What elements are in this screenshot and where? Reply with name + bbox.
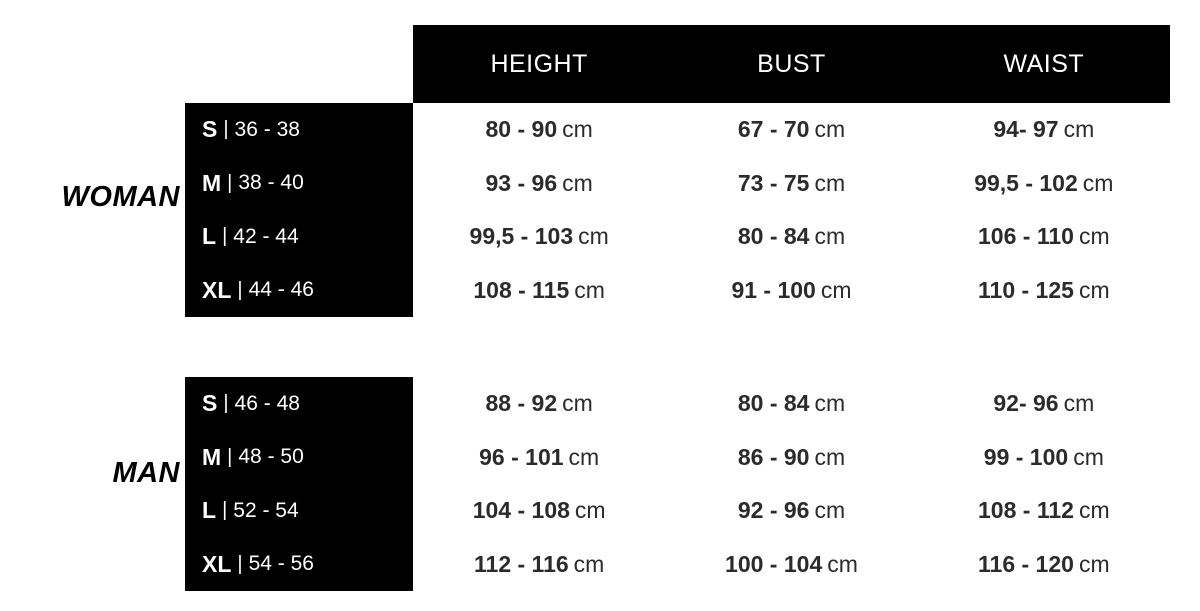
- size-separator: |: [223, 118, 229, 141]
- value: 80 - 84: [737, 223, 810, 250]
- cell-waist: [918, 116, 1170, 143]
- table-row: [413, 377, 1170, 431]
- size-row: [185, 377, 413, 431]
- table-row: [413, 538, 1170, 592]
- column-header-bust: BUST: [757, 49, 826, 78]
- size-range: 46 - 48: [234, 391, 300, 415]
- value: 99,5 - 103: [469, 223, 574, 250]
- size-row: [185, 103, 413, 157]
- value: 108 - 115: [473, 276, 570, 303]
- table-row: [413, 264, 1170, 318]
- size-code: M: [202, 169, 222, 196]
- size-row: [185, 210, 413, 264]
- unit: cm: [568, 443, 600, 470]
- unit: cm: [827, 550, 858, 577]
- unit: cm: [562, 169, 593, 196]
- value: 93 - 96: [485, 169, 558, 196]
- size-row: [185, 264, 413, 318]
- cell-bust: [665, 390, 917, 417]
- cell-waist: [918, 551, 1170, 578]
- unit: cm: [814, 223, 846, 250]
- unit: cm: [562, 116, 593, 143]
- value: 91 - 100: [731, 276, 816, 303]
- unit: cm: [1082, 169, 1114, 196]
- table-header-row: [413, 25, 1170, 103]
- unit: cm: [814, 169, 846, 196]
- value: 116 - 120: [978, 550, 1074, 577]
- size-separator: |: [223, 392, 229, 415]
- size-code: M: [202, 443, 222, 470]
- size-block-man: [185, 377, 413, 591]
- size-row: [185, 157, 413, 211]
- size-separator: |: [222, 225, 228, 248]
- cell-height: [413, 444, 665, 471]
- cell-waist: [918, 223, 1170, 250]
- unit: cm: [578, 223, 609, 250]
- cell-height: [413, 116, 665, 143]
- size-code: XL: [202, 276, 232, 303]
- value: 86 - 90: [737, 443, 810, 470]
- cell-waist: [918, 390, 1170, 417]
- table-row: [413, 210, 1170, 264]
- cell-waist: [918, 277, 1170, 304]
- unit: cm: [1078, 550, 1110, 577]
- size-range: 44 - 46: [248, 278, 314, 302]
- size-range: 38 - 40: [238, 171, 304, 195]
- cell-bust: [665, 497, 917, 524]
- unit: cm: [814, 443, 846, 470]
- cell-height: [413, 223, 665, 250]
- value: 80 - 84: [737, 390, 810, 417]
- size-separator: |: [227, 445, 233, 468]
- unit: cm: [814, 116, 846, 143]
- value: 67 - 70: [737, 116, 810, 143]
- size-separator: |: [237, 278, 243, 301]
- unit: cm: [1063, 116, 1095, 143]
- value: 80 - 90: [485, 116, 558, 143]
- cell-height: [413, 390, 665, 417]
- unit: cm: [1063, 390, 1095, 417]
- size-code: XL: [202, 550, 232, 577]
- size-row: [185, 484, 413, 538]
- size-code: L: [202, 497, 217, 524]
- table-header-band: [413, 25, 1170, 103]
- table-row: [413, 157, 1170, 211]
- cell-bust: [665, 116, 917, 143]
- cell-height: [413, 497, 665, 524]
- cell-bust: [665, 444, 917, 471]
- size-separator: |: [222, 499, 228, 522]
- column-header-height: HEIGHT: [490, 49, 588, 78]
- group-label-man: MAN: [112, 457, 180, 489]
- value: 106 - 110: [978, 223, 1074, 250]
- value: 99,5 - 102: [974, 169, 1078, 196]
- unit: cm: [814, 390, 846, 417]
- value: 96 - 101: [479, 443, 564, 470]
- cell-bust: [665, 170, 917, 197]
- cell-bust: [665, 551, 917, 578]
- cell-height: [413, 170, 665, 197]
- group-label-woman: WOMAN: [61, 181, 180, 213]
- size-range: 36 - 38: [234, 117, 300, 141]
- size-range: 48 - 50: [238, 445, 304, 469]
- size-row: [185, 538, 413, 592]
- size-block-woman: [185, 103, 413, 317]
- size-separator: |: [237, 552, 243, 575]
- table-row: [413, 484, 1170, 538]
- value: 92- 96: [993, 390, 1059, 417]
- size-range: 54 - 56: [248, 552, 314, 576]
- cell-waist: [918, 170, 1170, 197]
- unit: cm: [573, 550, 605, 577]
- unit: cm: [1078, 223, 1110, 250]
- value: 112 - 116: [474, 550, 569, 577]
- cell-bust: [665, 223, 917, 250]
- unit: cm: [574, 276, 605, 303]
- value: 92 - 96: [737, 497, 810, 524]
- value: 104 - 108: [472, 497, 570, 524]
- unit: cm: [1078, 497, 1110, 524]
- unit: cm: [562, 390, 593, 417]
- table-row: [413, 103, 1170, 157]
- value: 110 - 125: [978, 276, 1074, 303]
- column-header-waist: WAIST: [1003, 49, 1085, 78]
- unit: cm: [1073, 443, 1104, 470]
- value: 88 - 92: [485, 390, 558, 417]
- unit: cm: [814, 497, 846, 524]
- unit: cm: [574, 497, 606, 524]
- cell-height: [413, 277, 665, 304]
- size-row: [185, 431, 413, 485]
- size-code: L: [202, 223, 217, 250]
- size-range: 42 - 44: [233, 224, 299, 248]
- value: 73 - 75: [737, 169, 810, 196]
- size-code: S: [202, 116, 218, 143]
- unit: cm: [820, 276, 852, 303]
- value: 94- 97: [993, 116, 1059, 143]
- unit: cm: [1078, 276, 1110, 303]
- size-code: S: [202, 390, 218, 417]
- cell-waist: [918, 497, 1170, 524]
- cell-bust: [665, 277, 917, 304]
- value: 100 - 104: [725, 550, 823, 577]
- value: 108 - 112: [978, 497, 1074, 524]
- size-range: 52 - 54: [233, 498, 299, 522]
- measurements-man: [413, 377, 1170, 591]
- size-separator: |: [227, 171, 233, 194]
- measurements-woman: [413, 103, 1170, 317]
- table-row: [413, 431, 1170, 485]
- cell-waist: [918, 444, 1170, 471]
- cell-height: [413, 551, 665, 578]
- value: 99 - 100: [983, 443, 1069, 470]
